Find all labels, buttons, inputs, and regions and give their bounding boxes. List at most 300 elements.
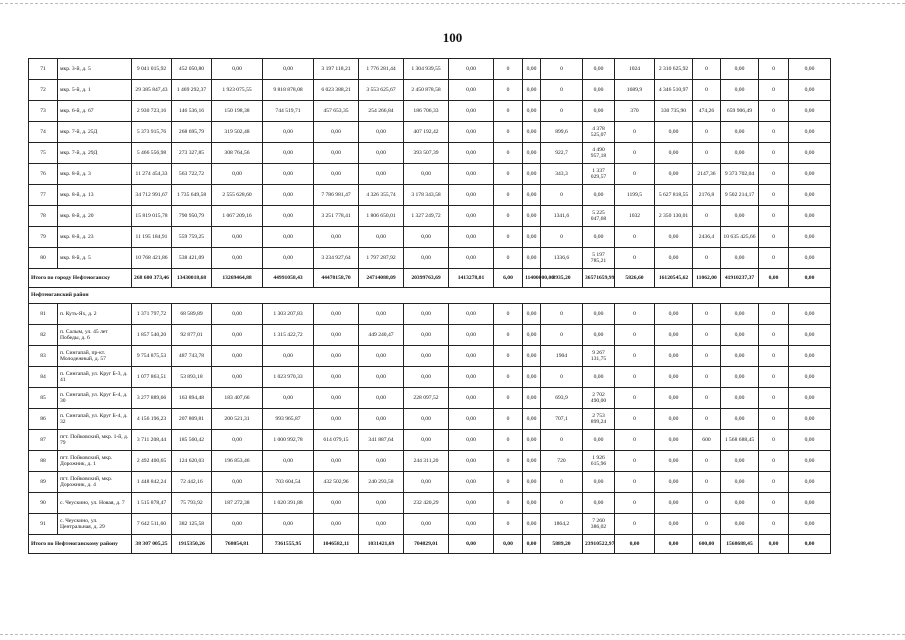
- value-cell: 0,00: [359, 514, 404, 535]
- address-cell: п. Сингапай, ул. Круг Б-4, д. 32: [58, 409, 132, 430]
- value-cell: 9 502 214,17: [721, 185, 759, 206]
- value-cell: 0,00: [359, 143, 404, 164]
- value-cell: 0,00: [359, 388, 404, 409]
- value-cell: 0: [494, 325, 523, 346]
- value-cell: 5 197 785,21: [583, 248, 615, 269]
- row-number: 81: [29, 304, 58, 325]
- table-row: [29, 409, 877, 430]
- address-cell: мкр. 8-й, д. 5: [58, 248, 132, 269]
- row-number: 73: [29, 101, 58, 122]
- value-cell: 0,00: [655, 164, 693, 185]
- value-cell: 0,00: [404, 367, 449, 388]
- value-cell: 0: [693, 122, 721, 143]
- value-cell: 0: [693, 346, 721, 367]
- value-cell: 0,00: [449, 472, 494, 493]
- total-cell: 600,00: [693, 535, 721, 554]
- value-cell: 2 753 899,24: [583, 409, 615, 430]
- value-cell: 0,00: [789, 325, 831, 346]
- value-cell: 196 853,46: [212, 451, 263, 472]
- value-cell: 0: [693, 409, 721, 430]
- value-cell: 0,00: [263, 346, 314, 367]
- value-cell: 0,00: [359, 451, 404, 472]
- value-cell: 1 304 939,55: [404, 59, 449, 80]
- value-cell: 1 926 615,96: [583, 451, 615, 472]
- value-cell: 0,00: [789, 409, 831, 430]
- value-cell: 9 818 878,08: [263, 80, 314, 101]
- section-row: [29, 288, 877, 304]
- value-cell: 0: [494, 101, 523, 122]
- table-row: [29, 514, 877, 535]
- value-cell: 0,00: [359, 304, 404, 325]
- value-cell: 150 198,38: [212, 101, 263, 122]
- city-total: [29, 269, 877, 304]
- value-cell: 0: [759, 451, 789, 472]
- total-label: Итого по Нефтеюганскому району: [29, 535, 132, 554]
- value-cell: 407 192,42: [404, 122, 449, 143]
- total-label: Итого по городу Нефтеюганску: [29, 269, 132, 288]
- value-cell: 2 350 130,01: [655, 206, 693, 227]
- value-cell: 899,6: [541, 122, 583, 143]
- value-cell: 1 806 650,01: [359, 206, 404, 227]
- row-number: 71: [29, 59, 58, 80]
- value-cell: 0,00: [212, 325, 263, 346]
- value-cell: 0,00: [212, 227, 263, 248]
- value-cell: 457 653,35: [314, 101, 359, 122]
- value-cell: 0: [494, 227, 523, 248]
- total-cell: 5889,20: [541, 535, 583, 554]
- value-cell: 0: [759, 388, 789, 409]
- value-cell: 0,00: [721, 325, 759, 346]
- total-cell: 0,00: [789, 535, 831, 554]
- value-cell: 0: [615, 514, 655, 535]
- value-cell: 319 502,48: [212, 122, 263, 143]
- value-cell: 0: [615, 164, 655, 185]
- value-cell: 1864,2: [541, 514, 583, 535]
- value-cell: 308 764,56: [212, 143, 263, 164]
- value-cell: 343,3: [541, 164, 583, 185]
- value-cell: 0: [541, 472, 583, 493]
- value-cell: 0,00: [359, 493, 404, 514]
- value-cell: 0,00: [263, 451, 314, 472]
- value-cell: 92 877,01: [172, 325, 212, 346]
- value-cell: 0,00: [721, 248, 759, 269]
- table-row: [29, 304, 877, 325]
- page-number: 100: [442, 30, 463, 45]
- value-cell: 0,00: [523, 206, 541, 227]
- value-cell: 1 337 029,57: [583, 164, 615, 185]
- value-cell: 0,00: [263, 122, 314, 143]
- value-cell: 273 327,85: [172, 143, 212, 164]
- address-cell: мкр. 5-й, д. 1: [58, 80, 132, 101]
- value-cell: 0: [693, 80, 721, 101]
- address-cell: мкр. 8-й, д. 3: [58, 164, 132, 185]
- value-cell: 0: [693, 248, 721, 269]
- value-cell: 0: [759, 325, 789, 346]
- value-cell: 0,00: [721, 493, 759, 514]
- value-cell: 1904: [541, 346, 583, 367]
- value-cell: 0,00: [789, 493, 831, 514]
- value-cell: 0,00: [314, 164, 359, 185]
- address-cell: с. Чеускино, ул. Центральная, д. 29: [58, 514, 132, 535]
- value-cell: 1 857 540,20: [132, 325, 172, 346]
- address-cell: п. Сингапай, ул. Круг Б-3, д. 41: [58, 367, 132, 388]
- value-cell: 240 293,58: [359, 472, 404, 493]
- row-number: 84: [29, 367, 58, 388]
- value-cell: 0,00: [655, 430, 693, 451]
- city-rows: [29, 59, 877, 269]
- value-cell: 0,00: [523, 451, 541, 472]
- value-cell: 0: [615, 451, 655, 472]
- value-cell: 15 819 015,78: [132, 206, 172, 227]
- value-cell: 1 303 207,83: [263, 304, 314, 325]
- value-cell: 29 385 847,43: [132, 80, 172, 101]
- total-cell: 0,00: [759, 269, 789, 288]
- value-cell: 6 023 388,21: [314, 80, 359, 101]
- value-cell: 5 627 818,55: [655, 185, 693, 206]
- value-cell: 207 809,81: [172, 409, 212, 430]
- value-cell: 452 050,80: [172, 59, 212, 80]
- value-cell: 432 502,96: [314, 472, 359, 493]
- value-cell: 0,00: [789, 101, 831, 122]
- value-cell: 0,00: [449, 101, 494, 122]
- value-cell: 0,00: [212, 367, 263, 388]
- total-cell: 11400000,00: [523, 269, 541, 288]
- value-cell: 0,00: [404, 304, 449, 325]
- table-row: [29, 493, 877, 514]
- total-cell: 5826,60: [615, 269, 655, 288]
- total-cell: 44470158,70: [314, 269, 359, 288]
- value-cell: 0: [693, 388, 721, 409]
- value-cell: 0,00: [789, 367, 831, 388]
- value-cell: 0,00: [583, 185, 615, 206]
- value-cell: 0,00: [721, 304, 759, 325]
- value-cell: 0,00: [404, 472, 449, 493]
- value-cell: 993 965,87: [263, 409, 314, 430]
- value-cell: 1336,6: [541, 248, 583, 269]
- value-cell: 2 930 723,16: [132, 101, 172, 122]
- value-cell: 2176,8: [693, 185, 721, 206]
- value-cell: 1 327 249,72: [404, 206, 449, 227]
- value-cell: 0,00: [721, 59, 759, 80]
- total-cell: 13269464,88: [212, 269, 263, 288]
- value-cell: 0,00: [789, 304, 831, 325]
- table-row: [29, 122, 877, 143]
- table-row: [29, 164, 877, 185]
- value-cell: 0: [541, 430, 583, 451]
- value-cell: 0,00: [721, 514, 759, 535]
- value-cell: 0,00: [655, 367, 693, 388]
- address-cell: мкр. 8-й, д. 20: [58, 206, 132, 227]
- value-cell: 1 797 287,92: [359, 248, 404, 269]
- value-cell: 183 407,66: [212, 388, 263, 409]
- address-cell: пгт. Пойковский, мкр. 1-й, д. 79: [58, 430, 132, 451]
- value-cell: 0: [494, 185, 523, 206]
- value-cell: 0,00: [404, 514, 449, 535]
- value-cell: 0: [615, 325, 655, 346]
- value-cell: 0,00: [449, 493, 494, 514]
- row-number: 76: [29, 164, 58, 185]
- value-cell: 1 371 797,72: [132, 304, 172, 325]
- value-cell: 5 373 915,76: [132, 122, 172, 143]
- value-cell: 1 077 863,51: [132, 367, 172, 388]
- address-cell: мкр. 7-й, д. 29Д: [58, 143, 132, 164]
- value-cell: 0: [494, 164, 523, 185]
- row-number: 87: [29, 430, 58, 451]
- value-cell: 707,1: [541, 409, 583, 430]
- value-cell: 0: [615, 248, 655, 269]
- table-row: [29, 346, 877, 367]
- value-cell: 0: [759, 164, 789, 185]
- value-cell: 0: [759, 80, 789, 101]
- value-cell: 0: [615, 227, 655, 248]
- value-cell: 0,00: [212, 346, 263, 367]
- value-cell: 0,00: [789, 227, 831, 248]
- value-cell: 0: [615, 304, 655, 325]
- value-cell: 9 373 702,04: [721, 164, 759, 185]
- row-number: 83: [29, 346, 58, 367]
- value-cell: 0,00: [523, 493, 541, 514]
- value-cell: 0,00: [789, 430, 831, 451]
- value-cell: 0,00: [789, 164, 831, 185]
- total-cell: 0,00: [494, 535, 523, 554]
- address-cell: мкр. 8-й, д. 23: [58, 227, 132, 248]
- value-cell: 0,00: [523, 388, 541, 409]
- table-row: [29, 472, 877, 493]
- value-cell: 703 604,54: [263, 472, 314, 493]
- value-cell: 0,00: [212, 472, 263, 493]
- value-cell: 2 702 490,00: [583, 388, 615, 409]
- value-cell: 0,00: [789, 346, 831, 367]
- value-cell: 53 893,18: [172, 367, 212, 388]
- value-cell: 0: [541, 493, 583, 514]
- value-cell: 1 020 391,88: [263, 493, 314, 514]
- value-cell: 0,00: [314, 367, 359, 388]
- value-cell: 382 125,58: [172, 514, 212, 535]
- value-cell: 0: [759, 430, 789, 451]
- row-number: 82: [29, 325, 58, 346]
- value-cell: 0,00: [404, 248, 449, 269]
- value-cell: 0: [541, 227, 583, 248]
- total-cell: 0,00: [789, 269, 831, 288]
- value-cell: 0,00: [449, 514, 494, 535]
- value-cell: 0: [759, 248, 789, 269]
- row-number: 85: [29, 388, 58, 409]
- value-cell: 4 490 957,18: [583, 143, 615, 164]
- value-cell: 0,00: [789, 59, 831, 80]
- value-cell: 0,00: [523, 346, 541, 367]
- value-cell: 0,00: [449, 164, 494, 185]
- value-cell: 559 759,25: [172, 227, 212, 248]
- value-cell: 2147,36: [693, 164, 721, 185]
- total-cell: 0,00: [449, 535, 494, 554]
- value-cell: 3 277 889,66: [132, 388, 172, 409]
- total-cell: 20399763,69: [404, 269, 449, 288]
- value-cell: 5 466 556,98: [132, 143, 172, 164]
- value-cell: 1199,5: [615, 185, 655, 206]
- value-cell: 1 923 075,55: [212, 80, 263, 101]
- total-cell: 0,00: [615, 535, 655, 554]
- value-cell: 75 793,92: [172, 493, 212, 514]
- value-cell: 0,00: [263, 248, 314, 269]
- total-cell: 0,00: [523, 535, 541, 554]
- value-cell: 0: [693, 451, 721, 472]
- value-cell: 0,00: [789, 143, 831, 164]
- value-cell: 0: [759, 346, 789, 367]
- value-cell: 1024: [615, 59, 655, 80]
- value-cell: 0,00: [721, 451, 759, 472]
- value-cell: 0: [693, 304, 721, 325]
- value-cell: 0: [615, 346, 655, 367]
- value-cell: 393 507,39: [404, 143, 449, 164]
- value-cell: 1 448 842,24: [132, 472, 172, 493]
- address-cell: п. Сингапай, пр-кт. Молодежный, д. 57: [58, 346, 132, 367]
- value-cell: 0,00: [523, 101, 541, 122]
- value-cell: 0: [615, 493, 655, 514]
- scan-edge-top: [0, 3, 905, 5]
- value-cell: 0,00: [314, 346, 359, 367]
- value-cell: 34 712 991,67: [132, 185, 172, 206]
- value-cell: 0,00: [314, 227, 359, 248]
- value-cell: 0,00: [404, 164, 449, 185]
- value-cell: 1 023 970,33: [263, 367, 314, 388]
- value-cell: 0,00: [359, 409, 404, 430]
- total-cell: 268 600 373,46: [132, 269, 172, 288]
- value-cell: 0,00: [655, 248, 693, 269]
- value-cell: 0,00: [404, 325, 449, 346]
- value-cell: 3 711 208,44: [132, 430, 172, 451]
- value-cell: 4 326 355,74: [359, 185, 404, 206]
- value-cell: 68 589,89: [172, 304, 212, 325]
- value-cell: 0,00: [523, 164, 541, 185]
- address-cell: п. Салым, ул. 45 лет Победы, д. 6: [58, 325, 132, 346]
- total-cell: 0,00: [759, 535, 789, 554]
- value-cell: 0,00: [263, 206, 314, 227]
- value-cell: 1 776 281,44: [359, 59, 404, 80]
- value-cell: 124 620,03: [172, 451, 212, 472]
- value-cell: 185 560,42: [172, 430, 212, 451]
- table-row: [29, 143, 877, 164]
- value-cell: 0: [615, 367, 655, 388]
- row-number: 77: [29, 185, 58, 206]
- value-cell: 0,00: [789, 388, 831, 409]
- value-cell: 0: [541, 325, 583, 346]
- total-row-city: [29, 269, 877, 288]
- address-cell: мкр. 6-й, д. 67: [58, 101, 132, 122]
- value-cell: 0: [759, 514, 789, 535]
- value-cell: 0,00: [583, 472, 615, 493]
- value-cell: 0,00: [583, 493, 615, 514]
- value-cell: 0: [693, 472, 721, 493]
- value-cell: 9 267 131,75: [583, 346, 615, 367]
- repair-cost-table: [28, 58, 877, 554]
- value-cell: 0,00: [449, 304, 494, 325]
- value-cell: 0,00: [449, 248, 494, 269]
- value-cell: 0: [494, 122, 523, 143]
- value-cell: 0: [759, 304, 789, 325]
- value-cell: 0,00: [449, 227, 494, 248]
- value-cell: 0,00: [789, 206, 831, 227]
- value-cell: 0,00: [523, 227, 541, 248]
- value-cell: 487 743,78: [172, 346, 212, 367]
- value-cell: 163 894,48: [172, 388, 212, 409]
- value-cell: 0: [759, 143, 789, 164]
- value-cell: 0: [541, 304, 583, 325]
- value-cell: 5 225 047,68: [583, 206, 615, 227]
- address-cell: с. Чеускино, ул. Новая, д. 7: [58, 493, 132, 514]
- value-cell: 0,00: [449, 346, 494, 367]
- value-cell: 4 346 510,97: [655, 80, 693, 101]
- value-cell: 0: [494, 430, 523, 451]
- value-cell: 0: [615, 143, 655, 164]
- value-cell: 370: [615, 101, 655, 122]
- value-cell: 0,00: [314, 409, 359, 430]
- value-cell: 0,00: [314, 325, 359, 346]
- value-cell: 2436,4: [693, 227, 721, 248]
- total-cell: 23910522,97: [583, 535, 615, 554]
- value-cell: 0,00: [721, 367, 759, 388]
- value-cell: 4 156 196,23: [132, 409, 172, 430]
- value-cell: 0,00: [212, 514, 263, 535]
- value-cell: 0: [494, 248, 523, 269]
- total-cell: 1568688,45: [721, 535, 759, 554]
- value-cell: 720: [541, 451, 583, 472]
- district-total: [29, 535, 877, 554]
- value-cell: 3 178 343,58: [404, 185, 449, 206]
- value-cell: 0,00: [359, 227, 404, 248]
- value-cell: 0,00: [721, 409, 759, 430]
- value-cell: 7 260 386,02: [583, 514, 615, 535]
- total-cell: 1915350,26: [172, 535, 212, 554]
- value-cell: 0: [541, 80, 583, 101]
- value-cell: 0: [693, 325, 721, 346]
- table-row: [29, 367, 877, 388]
- value-cell: 0,00: [404, 227, 449, 248]
- value-cell: 1 469 292,37: [172, 80, 212, 101]
- value-cell: 0: [693, 493, 721, 514]
- value-cell: 0,00: [359, 367, 404, 388]
- total-cell: 1046582,11: [314, 535, 359, 554]
- value-cell: 744 519,71: [263, 101, 314, 122]
- value-cell: 1 067 209,16: [212, 206, 263, 227]
- total-cell: 8935,20: [541, 269, 583, 288]
- value-cell: 0,00: [583, 325, 615, 346]
- value-cell: 0,00: [721, 80, 759, 101]
- value-cell: 0: [615, 388, 655, 409]
- value-cell: 0,00: [583, 430, 615, 451]
- value-cell: 0: [494, 367, 523, 388]
- value-cell: 0,00: [404, 430, 449, 451]
- value-cell: 0,00: [449, 59, 494, 80]
- value-cell: 0: [494, 304, 523, 325]
- value-cell: 0,00: [523, 248, 541, 269]
- value-cell: 7 786 981,47: [314, 185, 359, 206]
- value-cell: 0,00: [523, 430, 541, 451]
- value-cell: 0,00: [523, 122, 541, 143]
- value-cell: 232 420,29: [404, 493, 449, 514]
- value-cell: 0: [615, 122, 655, 143]
- value-cell: 0,00: [212, 248, 263, 269]
- value-cell: 0: [759, 122, 789, 143]
- total-cell: 16120545,62: [655, 269, 693, 288]
- value-cell: 0,00: [655, 143, 693, 164]
- total-cell: 11062,00: [693, 269, 721, 288]
- total-cell: 768054,81: [212, 535, 263, 554]
- value-cell: 0: [759, 206, 789, 227]
- value-cell: 0,00: [449, 206, 494, 227]
- address-cell: мкр. 7-й, д. 25Д: [58, 122, 132, 143]
- value-cell: 254 266,84: [359, 101, 404, 122]
- value-cell: 2 450 878,58: [404, 80, 449, 101]
